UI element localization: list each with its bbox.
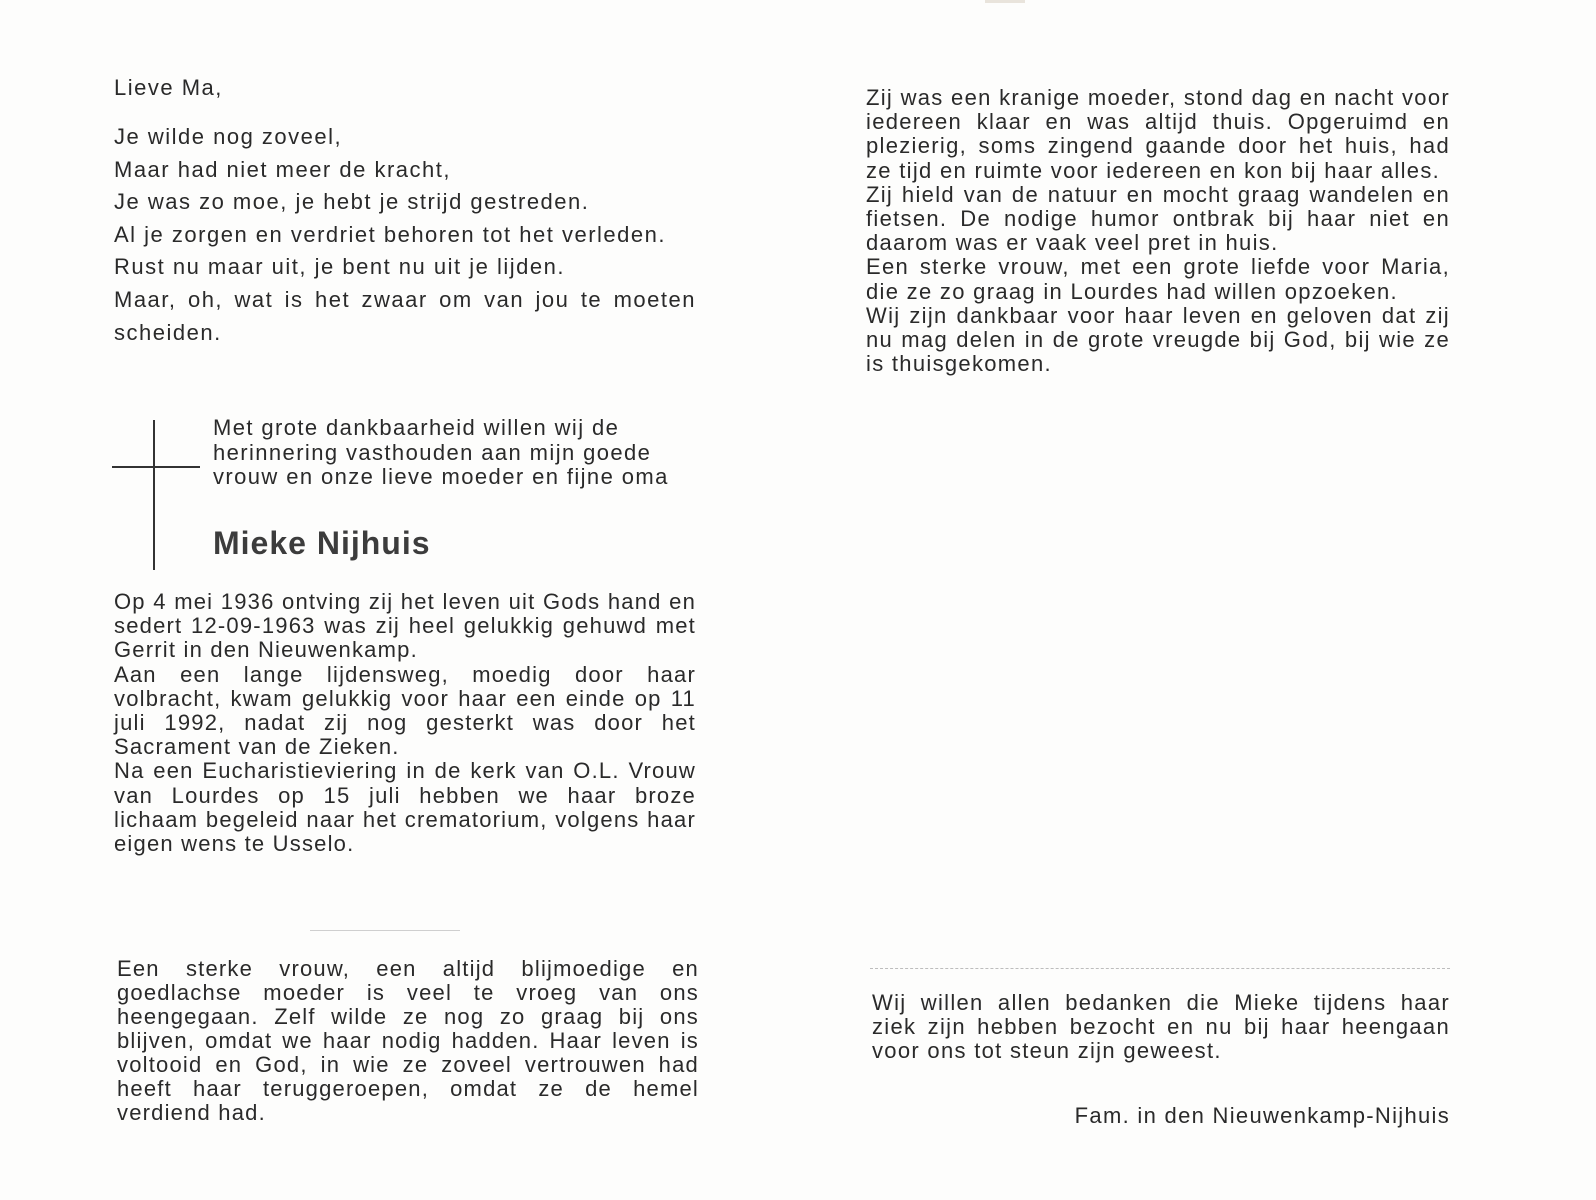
section-divider [310, 930, 460, 931]
biography-paragraph: Na een Eucharistieviering in de kerk van O.L. Vrouw van Lourdes op 15 juli hebben we haar broze lichaam begeleid naar het crematorium, volgens haar eigen wens te Usselo. [114, 758, 696, 857]
memory-text [866, 86, 1450, 376]
cross-vertical-bar [153, 420, 155, 570]
poem-line: Al je zorgen en verdriet behoren tot het verleden. [114, 221, 666, 247]
section-divider [870, 968, 1450, 969]
thanks-text: Wij willen allen bedanken die Mieke tijdens haar ziek zijn hebben bezocht en nu bij haar heengaan voor ons tot steun zijn geweest. [872, 990, 1450, 1063]
scan-mark [985, 0, 1025, 3]
poem-line: Rust nu maar uit, je bent nu uit je lijden. [114, 254, 565, 280]
poem-line: Je was zo moe, je hebt je strijd gestreden. [114, 189, 590, 215]
poem-greeting: Lieve Ma, [114, 75, 223, 100]
dedication-text: Met grote dankbaarheid willen wij de herinnering vasthouden aan mijn goede vrouw en onze lieve moeder en fijne oma [213, 415, 669, 489]
poem-line: Maar had niet meer de kracht, [114, 156, 451, 182]
memory-paragraph: Een sterke vrouw, met een grote liefde voor Maria, die ze zo graag in Lourdes had willen opzoeken. [866, 254, 1450, 304]
biography-paragraph: Op 4 mei 1936 ontving zij het leven uit Gods hand en sedert 12-09-1963 was zij heel gelukkig gehuwd met Gerrit in den Nieuwenkamp. [114, 589, 696, 663]
biography [114, 590, 696, 856]
poem-line: Je wilde nog zoveel, [114, 124, 343, 149]
family-signature: Fam. in den Nieuwenkamp-Nijhuis [1074, 1103, 1450, 1128]
poem [114, 121, 696, 349]
poem-line: Maar, oh, wat is het zwaar om van jou te moeten scheiden. [114, 286, 696, 345]
deceased-name: Mieke Nijhuis [213, 525, 431, 561]
memory-paragraph: Zij hield van de natuur en mocht graag wandelen en fietsen. De nodige humor ontbrak bij haar niet en daarom was er vaak veel pret in huis. [866, 181, 1450, 256]
memory-paragraph: Zij was een kranige moeder, stond dag en nacht voor iedereen klaar en was altijd thuis. Opgeruimd en plezierig, soms zingend gaande door het huis, had ze tijd en ruimte voor iedereen en kon bij haar alles. [866, 85, 1450, 183]
memory-paragraph: Wij zijn dankbaar voor haar leven en geloven dat zij nu mag delen in de grote vreugde bij God, bij wie ze is thuisgekomen. [866, 302, 1450, 377]
cross-icon [112, 420, 200, 570]
cross-horizontal-bar [112, 466, 200, 468]
tribute-text: Een sterke vrouw, een altijd blijmoedige en goedlachse moeder is veel te vroeg van ons heengegaan. Zelf wilde ze nog zo graag bij ons blijven, omdat we haar nodig hadden. Haar leven is voltooid en God, in wie ze zoveel vertrouwen had heeft haar teruggeroepen, omdat ze de hemel verdiend had. [117, 956, 699, 1125]
biography-paragraph: Aan een lange lijdensweg, moedig door haar volbracht, kwam gelukkig voor haar een einde op 11 juli 1992, nadat zij nog gesterkt was door het Sacrament van de Zieken. [114, 661, 696, 760]
